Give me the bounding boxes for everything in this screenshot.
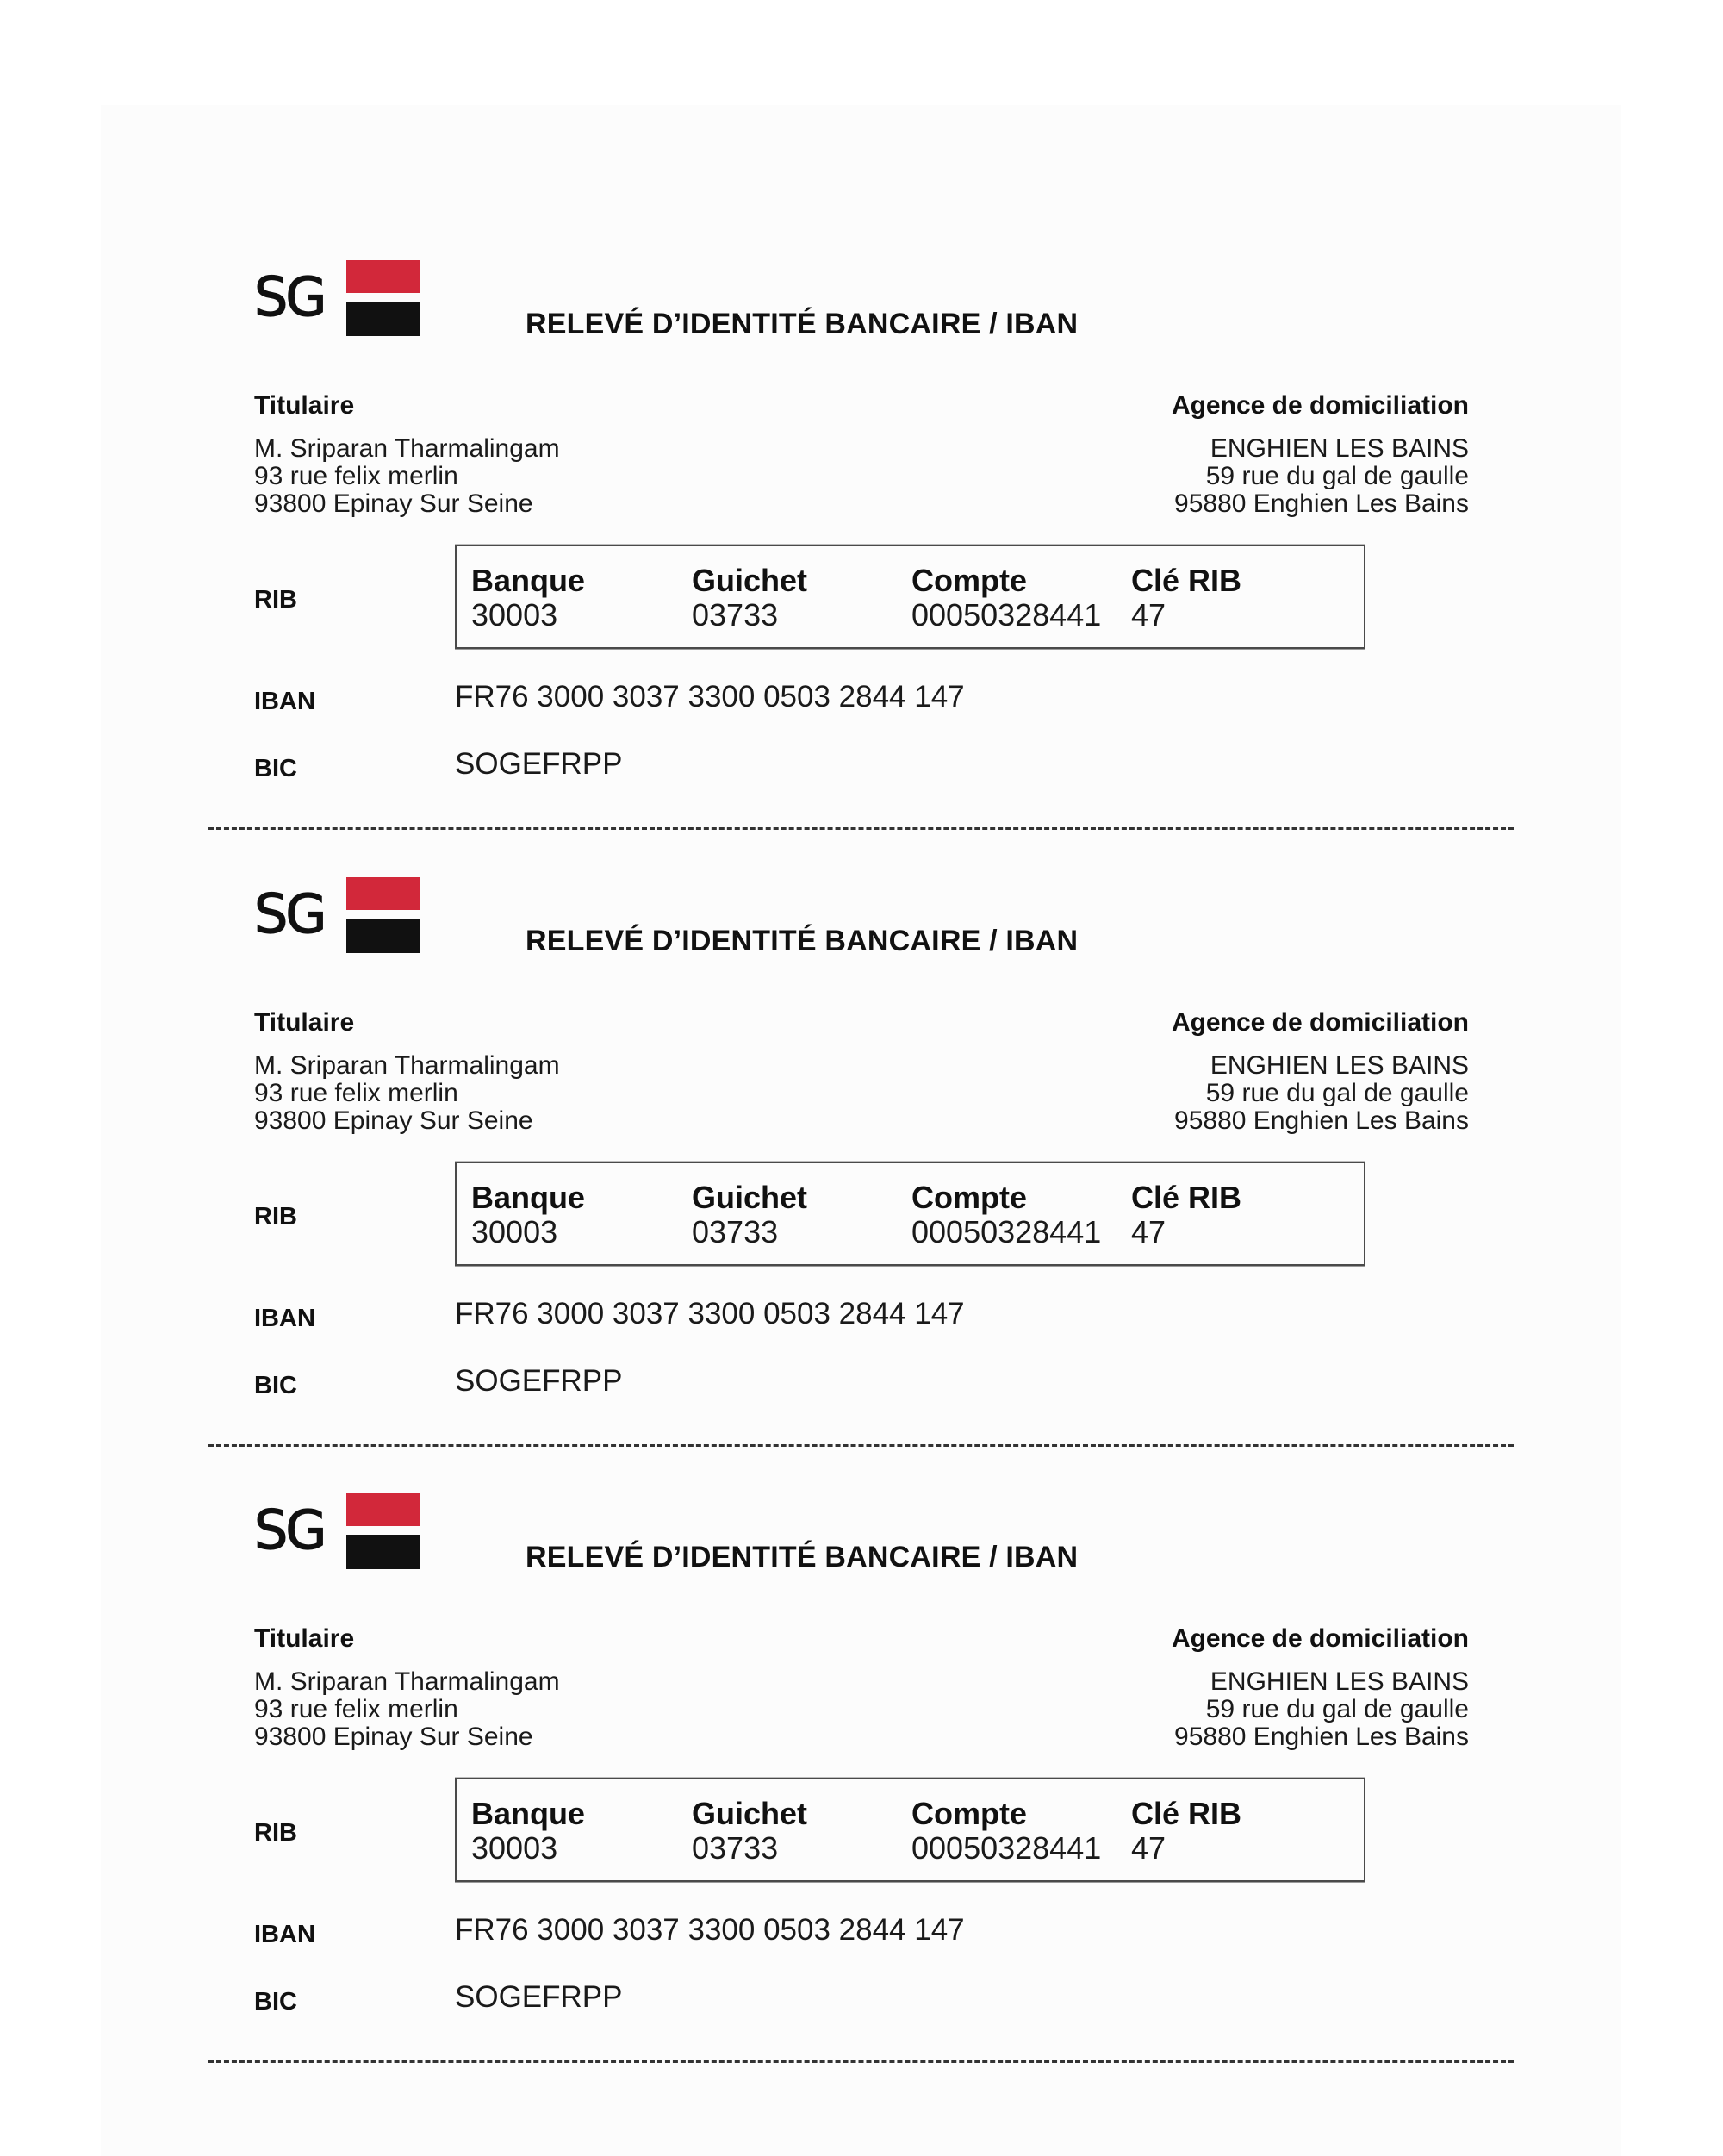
rib-header: Banque bbox=[471, 1796, 586, 1831]
rib-label: RIB bbox=[254, 1819, 297, 1847]
logo-red-square-icon bbox=[346, 877, 420, 910]
holder-name: M. Sriparan Tharmalingam bbox=[254, 1667, 560, 1696]
agency-name: ENGHIEN LES BAINS bbox=[1210, 1667, 1469, 1696]
rib-copy bbox=[0, 617, 1723, 1399]
logo-text: SG bbox=[254, 1499, 325, 1561]
holder-section bbox=[254, 1625, 560, 1751]
sg-logo bbox=[254, 1493, 422, 1569]
cut-line-separator bbox=[208, 2060, 1514, 2063]
rib-value: 03733 bbox=[692, 597, 779, 632]
holder-street: 93 rue felix merlin bbox=[254, 1695, 458, 1723]
agency-name: ENGHIEN LES BAINS bbox=[1210, 1051, 1469, 1080]
iban-label: IBAN bbox=[254, 1921, 315, 1948]
bic-label: BIC bbox=[254, 1372, 297, 1399]
rib-value: 00050328441 bbox=[911, 597, 1102, 632]
document-title: RELEVÉ D’IDENTITÉ BANCAIRE / IBAN bbox=[526, 1541, 1079, 1573]
rib-column-compte bbox=[911, 1797, 1101, 1866]
rib-header: Compte bbox=[911, 1180, 1027, 1215]
logo-red-square-icon bbox=[346, 1493, 420, 1526]
rib-header: Guichet bbox=[692, 563, 808, 598]
sg-logo bbox=[254, 877, 422, 953]
logo-black-square-icon bbox=[346, 302, 420, 336]
rib-value: 47 bbox=[1131, 1214, 1166, 1249]
rib-header: Guichet bbox=[692, 1180, 808, 1215]
holder-street: 93 rue felix merlin bbox=[254, 1079, 458, 1107]
document-title: RELEVÉ D’IDENTITÉ BANCAIRE / IBAN bbox=[526, 925, 1079, 957]
rib-column-guichet bbox=[692, 1797, 807, 1866]
holder-city: 93800 Epinay Sur Seine bbox=[254, 489, 533, 518]
rib-value: 30003 bbox=[471, 1214, 558, 1249]
agency-label: Agence de domiciliation bbox=[1171, 391, 1469, 420]
iban-value: FR76 3000 3037 3300 0503 2844 147 bbox=[455, 1297, 965, 1330]
holder-label: Titulaire bbox=[254, 391, 355, 420]
rib-header: Banque bbox=[471, 1180, 586, 1215]
document-title: RELEVÉ D’IDENTITÉ BANCAIRE / IBAN bbox=[526, 308, 1079, 340]
rib-header: Clé RIB bbox=[1131, 1180, 1242, 1215]
rib-value: 30003 bbox=[471, 597, 558, 632]
holder-label: Titulaire bbox=[254, 1008, 355, 1037]
rib-value: 00050328441 bbox=[911, 1214, 1102, 1249]
logo-text: SG bbox=[254, 265, 325, 328]
rib-column-banque bbox=[471, 1797, 585, 1866]
holder-city: 93800 Epinay Sur Seine bbox=[254, 1723, 533, 1751]
iban-label: IBAN bbox=[254, 688, 315, 715]
logo-red-square-icon bbox=[346, 260, 420, 293]
agency-label: Agence de domiciliation bbox=[1171, 1624, 1469, 1653]
rib-header: Compte bbox=[911, 1796, 1027, 1831]
agency-name: ENGHIEN LES BAINS bbox=[1210, 434, 1469, 463]
holder-section bbox=[254, 1009, 560, 1135]
rib-value: 00050328441 bbox=[911, 1830, 1102, 1866]
rib-header: Banque bbox=[471, 563, 586, 598]
rib-column-cle bbox=[1131, 1797, 1241, 1866]
rib-copy bbox=[0, 1233, 1723, 2016]
agency-section bbox=[1172, 1625, 1469, 1751]
holder-name: M. Sriparan Tharmalingam bbox=[254, 434, 560, 463]
agency-city: 95880 Enghien Les Bains bbox=[1174, 1106, 1469, 1135]
bic-value: SOGEFRPP bbox=[455, 1980, 623, 2014]
holder-section bbox=[254, 392, 560, 518]
agency-city: 95880 Enghien Les Bains bbox=[1174, 489, 1469, 518]
iban-value: FR76 3000 3037 3300 0503 2844 147 bbox=[455, 1913, 965, 1947]
holder-label: Titulaire bbox=[254, 1624, 355, 1653]
rib-box bbox=[455, 1778, 1365, 1882]
rib-header: Guichet bbox=[692, 1796, 808, 1831]
agency-street: 59 rue du gal de gaulle bbox=[1205, 462, 1469, 490]
iban-value: FR76 3000 3037 3300 0503 2844 147 bbox=[455, 680, 965, 713]
holder-street: 93 rue felix merlin bbox=[254, 462, 458, 490]
rib-value: 30003 bbox=[471, 1830, 558, 1866]
logo-text: SG bbox=[254, 882, 325, 945]
rib-label: RIB bbox=[254, 586, 297, 614]
agency-section bbox=[1172, 1009, 1469, 1135]
rib-value: 03733 bbox=[692, 1214, 779, 1249]
agency-street: 59 rue du gal de gaulle bbox=[1205, 1695, 1469, 1723]
logo-black-square-icon bbox=[346, 919, 420, 953]
rib-header: Clé RIB bbox=[1131, 1796, 1242, 1831]
agency-city: 95880 Enghien Les Bains bbox=[1174, 1723, 1469, 1751]
rib-value: 47 bbox=[1131, 1830, 1166, 1866]
iban-label: IBAN bbox=[254, 1305, 315, 1332]
agency-label: Agence de domiciliation bbox=[1171, 1008, 1469, 1037]
rib-value: 47 bbox=[1131, 597, 1166, 632]
rib-copy bbox=[0, 0, 1723, 782]
bic-label: BIC bbox=[254, 1988, 297, 2016]
bic-value: SOGEFRPP bbox=[455, 1364, 623, 1398]
rib-label: RIB bbox=[254, 1203, 297, 1231]
agency-section bbox=[1172, 392, 1469, 518]
bic-value: SOGEFRPP bbox=[455, 747, 623, 781]
bic-label: BIC bbox=[254, 755, 297, 782]
rib-header: Compte bbox=[911, 563, 1027, 598]
sg-logo bbox=[254, 260, 422, 336]
holder-name: M. Sriparan Tharmalingam bbox=[254, 1051, 560, 1080]
rib-value: 03733 bbox=[692, 1830, 779, 1866]
agency-street: 59 rue du gal de gaulle bbox=[1205, 1079, 1469, 1107]
logo-black-square-icon bbox=[346, 1535, 420, 1569]
rib-header: Clé RIB bbox=[1131, 563, 1242, 598]
holder-city: 93800 Epinay Sur Seine bbox=[254, 1106, 533, 1135]
